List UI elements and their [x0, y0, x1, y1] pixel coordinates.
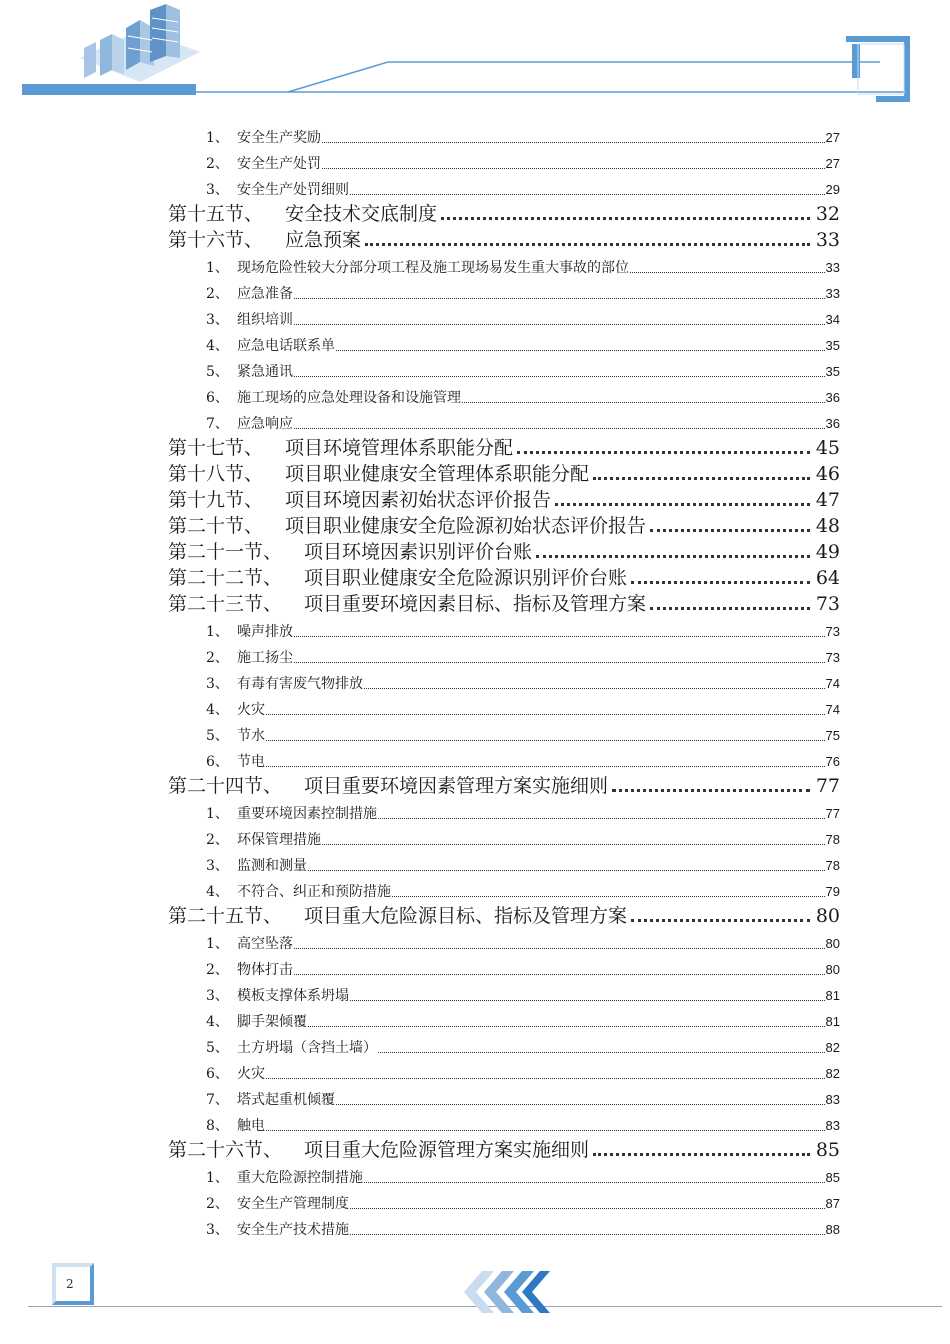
toc-dot-leader — [336, 350, 825, 351]
toc-item-number: 4、 — [206, 884, 229, 900]
toc-entry-title: 应急预案 — [285, 229, 362, 251]
toc-entry-title: 有毒有害废气物排放 — [237, 676, 363, 692]
chevron-left-icon — [462, 1271, 552, 1313]
toc-dot-leader — [294, 324, 825, 325]
toc-subentry[interactable] — [168, 642, 840, 668]
toc-subentry[interactable] — [168, 954, 840, 980]
toc-item-number: 7、 — [206, 416, 229, 432]
toc-subentry[interactable] — [168, 1058, 840, 1084]
toc-item-number: 1、 — [206, 624, 229, 640]
toc-entry-title: 火灾 — [237, 1066, 265, 1082]
toc-page-number: 33 — [825, 286, 840, 301]
toc-item-number: 1、 — [206, 806, 229, 822]
table-of-contents — [168, 122, 840, 1240]
toc-section-label: 第二十二节、 — [168, 567, 283, 589]
toc-page-number: 81 — [825, 1014, 840, 1029]
toc-item-number: 3、 — [206, 988, 229, 1004]
toc-entry-title: 应急准备 — [237, 286, 293, 302]
toc-dot-leader — [650, 529, 810, 532]
toc-section-entry[interactable] — [168, 512, 840, 538]
toc-subentry[interactable] — [168, 382, 840, 408]
toc-item-number: 2、 — [206, 832, 229, 848]
toc-page-number: 29 — [825, 182, 840, 197]
toc-page-number: 88 — [825, 1222, 840, 1237]
toc-dot-leader — [350, 1000, 825, 1001]
toc-subentry[interactable] — [168, 1006, 840, 1032]
toc-page-number: 85 — [825, 1170, 840, 1185]
toc-subentry[interactable] — [168, 1162, 840, 1188]
toc-dot-leader — [350, 1208, 825, 1209]
toc-subentry[interactable] — [168, 850, 840, 876]
toc-subentry[interactable] — [168, 174, 840, 200]
header-decoration — [0, 0, 950, 110]
toc-subentry[interactable] — [168, 1214, 840, 1240]
toc-section-label: 第十九节、 — [168, 489, 264, 511]
toc-item-number: 3、 — [206, 1222, 229, 1238]
toc-entry-title: 项目环境因素识别评价台账 — [304, 541, 533, 563]
toc-section-label: 第二十节、 — [168, 515, 264, 537]
toc-entry-title: 重要环境因素控制措施 — [237, 806, 377, 822]
toc-item-number: 1、 — [206, 936, 229, 952]
toc-entry-title: 项目职业健康安全危险源识别评价台账 — [304, 567, 628, 589]
page-number: 2 — [66, 1277, 74, 1291]
building-illustration — [80, 4, 200, 82]
toc-section-entry[interactable] — [168, 460, 840, 486]
toc-dot-leader — [322, 168, 825, 169]
toc-entry-title: 安全生产技术措施 — [237, 1222, 349, 1238]
toc-page-number: 78 — [825, 858, 840, 873]
toc-page-number: 34 — [825, 312, 840, 327]
toc-dot-leader — [593, 477, 810, 480]
toc-subentry[interactable] — [168, 798, 840, 824]
toc-page-number: 36 — [825, 416, 840, 431]
toc-dot-leader — [555, 503, 810, 506]
toc-page-number: 47 — [815, 489, 840, 511]
toc-item-number: 1、 — [206, 260, 229, 276]
toc-item-number: 4、 — [206, 338, 229, 354]
toc-page-number: 36 — [825, 390, 840, 405]
toc-subentry[interactable] — [168, 720, 840, 746]
toc-dot-leader — [266, 1078, 825, 1079]
toc-dot-leader — [294, 636, 825, 637]
toc-subentry[interactable] — [168, 928, 840, 954]
toc-section-entry[interactable] — [168, 902, 840, 928]
toc-subentry[interactable] — [168, 1032, 840, 1058]
toc-dot-leader — [631, 919, 810, 922]
toc-item-number: 3、 — [206, 858, 229, 874]
toc-subentry[interactable] — [168, 408, 840, 434]
toc-entry-title: 应急电话联系单 — [237, 338, 335, 354]
toc-section-entry[interactable] — [168, 226, 840, 252]
toc-entry-title: 项目重要环境因素目标、指标及管理方案 — [304, 593, 647, 615]
toc-subentry[interactable] — [168, 746, 840, 772]
toc-page-number: 83 — [825, 1092, 840, 1107]
toc-page-number: 73 — [825, 624, 840, 639]
toc-entry-title: 脚手架倾覆 — [237, 1014, 307, 1030]
toc-section-entry[interactable] — [168, 434, 840, 460]
toc-page-number: 33 — [825, 260, 840, 275]
toc-entry-title: 项目重大危险源目标、指标及管理方案 — [304, 905, 628, 927]
toc-subentry[interactable] — [168, 1188, 840, 1214]
toc-entry-title: 施工现场的应急处理设备和设施管理 — [237, 390, 461, 406]
page-header — [0, 0, 950, 110]
toc-subentry[interactable] — [168, 616, 840, 642]
toc-item-number: 4、 — [206, 1014, 229, 1030]
toc-entry-title: 环保管理措施 — [237, 832, 321, 848]
toc-page-number: 82 — [825, 1066, 840, 1081]
toc-entry-title: 节电 — [237, 754, 265, 770]
toc-subentry[interactable] — [168, 252, 840, 278]
toc-subentry[interactable] — [168, 356, 840, 382]
toc-page-number: 35 — [825, 364, 840, 379]
toc-entry-title: 火灾 — [237, 702, 265, 718]
toc-dot-leader — [350, 1234, 825, 1235]
toc-dot-leader — [266, 766, 825, 767]
toc-page-number: 77 — [825, 806, 840, 821]
toc-dot-leader — [308, 1026, 825, 1027]
toc-page-number: 82 — [825, 1040, 840, 1055]
toc-dot-leader — [294, 974, 825, 975]
toc-page-number: 73 — [815, 593, 840, 615]
toc-page-number: 74 — [825, 676, 840, 691]
toc-section-label: 第二十四节、 — [168, 775, 283, 797]
toc-dot-leader — [266, 714, 825, 715]
toc-item-number: 5、 — [206, 1040, 229, 1056]
toc-section-label: 第十五节、 — [168, 203, 264, 225]
toc-entry-title: 应急响应 — [237, 416, 293, 432]
toc-entry-title: 高空坠落 — [237, 936, 293, 952]
toc-entry-title: 项目环境管理体系职能分配 — [285, 437, 514, 459]
toc-section-label: 第二十一节、 — [168, 541, 283, 563]
toc-page-number: 85 — [815, 1139, 840, 1161]
toc-dot-leader — [294, 298, 825, 299]
toc-section-label: 第十六节、 — [168, 229, 264, 251]
toc-section-entry[interactable] — [168, 564, 840, 590]
toc-page-number: 27 — [825, 130, 840, 145]
toc-entry-title: 监测和测量 — [237, 858, 307, 874]
toc-section-label: 第二十六节、 — [168, 1139, 283, 1161]
toc-item-number: 8、 — [206, 1118, 229, 1134]
toc-entry-title: 不符合、纠正和预防措施 — [237, 884, 391, 900]
toc-item-number: 2、 — [206, 286, 229, 302]
toc-page-number: 79 — [825, 884, 840, 899]
toc-page-number: 81 — [825, 988, 840, 1003]
toc-item-number: 2、 — [206, 1196, 229, 1212]
toc-section-label: 第二十三节、 — [168, 593, 283, 615]
toc-page-number: 77 — [815, 775, 840, 797]
toc-subentry[interactable] — [168, 876, 840, 902]
toc-item-number: 1、 — [206, 1170, 229, 1186]
toc-subentry[interactable] — [168, 1084, 840, 1110]
toc-page-number: 75 — [825, 728, 840, 743]
toc-subentry[interactable] — [168, 694, 840, 720]
toc-entry-title: 安全生产管理制度 — [237, 1196, 349, 1212]
toc-entry-title: 安全生产奖励 — [237, 130, 321, 146]
page-footer — [0, 1255, 950, 1344]
toc-page-number: 74 — [825, 702, 840, 717]
toc-page-number: 33 — [815, 229, 840, 251]
toc-dot-leader — [266, 1130, 825, 1131]
toc-page-number: 83 — [825, 1118, 840, 1133]
toc-item-number: 6、 — [206, 1066, 229, 1082]
toc-dot-leader — [322, 142, 825, 143]
toc-dot-leader — [364, 688, 825, 689]
toc-dot-leader — [536, 555, 810, 558]
toc-item-number: 3、 — [206, 312, 229, 328]
toc-subentry[interactable] — [168, 980, 840, 1006]
toc-section-entry[interactable] — [168, 538, 840, 564]
toc-entry-title: 物体打击 — [237, 962, 293, 978]
toc-entry-title: 项目环境因素初始状态评价报告 — [285, 489, 552, 511]
toc-dot-leader — [378, 818, 825, 819]
toc-entry-title: 项目职业健康安全管理体系职能分配 — [285, 463, 590, 485]
toc-section-entry[interactable] — [168, 772, 840, 798]
toc-page-number: 80 — [825, 962, 840, 977]
toc-entry-title: 现场危险性较大分部分项工程及施工现场易发生重大事故的部位 — [237, 260, 629, 276]
toc-dot-leader — [294, 376, 825, 377]
toc-entry-title: 安全生产处罚细则 — [237, 182, 349, 198]
toc-dot-leader — [462, 402, 825, 403]
toc-subentry[interactable] — [168, 148, 840, 174]
toc-item-number: 6、 — [206, 390, 229, 406]
toc-entry-title: 土方坍塌（含挡土墙） — [237, 1040, 377, 1056]
toc-dot-leader — [294, 428, 825, 429]
toc-entry-title: 项目职业健康安全危险源初始状态评价报告 — [285, 515, 647, 537]
toc-subentry[interactable] — [168, 668, 840, 694]
toc-entry-title: 触电 — [237, 1118, 265, 1134]
toc-dot-leader — [631, 581, 810, 584]
toc-subentry[interactable] — [168, 1110, 840, 1136]
toc-item-number: 2、 — [206, 962, 229, 978]
toc-page-number: 48 — [815, 515, 840, 537]
toc-subentry[interactable] — [168, 824, 840, 850]
toc-section-label: 第二十五节、 — [168, 905, 283, 927]
toc-entry-title: 塔式起重机倾覆 — [237, 1092, 335, 1108]
toc-dot-leader — [378, 1052, 825, 1053]
toc-page-number: 45 — [815, 437, 840, 459]
toc-dot-leader — [630, 272, 825, 273]
toc-entry-title: 施工扬尘 — [237, 650, 293, 666]
toc-item-number: 2、 — [206, 156, 229, 172]
toc-page-number: 76 — [825, 754, 840, 769]
toc-page-number: 64 — [815, 567, 840, 589]
toc-page-number: 87 — [825, 1196, 840, 1211]
toc-item-number: 5、 — [206, 728, 229, 744]
toc-dot-leader — [294, 662, 825, 663]
toc-entry-title: 组织培训 — [237, 312, 293, 328]
toc-page-number: 32 — [815, 203, 840, 225]
toc-page-number: 80 — [825, 936, 840, 951]
toc-section-label: 第十八节、 — [168, 463, 264, 485]
toc-item-number: 4、 — [206, 702, 229, 718]
toc-item-number: 3、 — [206, 182, 229, 198]
toc-entry-title: 紧急通讯 — [237, 364, 293, 380]
toc-entry-title: 模板支撑体系坍塌 — [237, 988, 349, 1004]
toc-dot-leader — [517, 451, 810, 454]
toc-dot-leader — [308, 870, 825, 871]
toc-dot-leader — [650, 607, 810, 610]
toc-subentry[interactable] — [168, 122, 840, 148]
toc-dot-leader — [364, 1182, 825, 1183]
toc-section-entry[interactable] — [168, 590, 840, 616]
toc-entry-title: 噪声排放 — [237, 624, 293, 640]
toc-subentry[interactable] — [168, 304, 840, 330]
toc-dot-leader — [266, 740, 825, 741]
toc-dot-leader — [350, 194, 825, 195]
toc-section-entry[interactable] — [168, 200, 840, 226]
toc-entry-title: 安全技术交底制度 — [285, 203, 438, 225]
toc-entry-title: 项目重要环境因素管理方案实施细则 — [304, 775, 609, 797]
toc-subentry[interactable] — [168, 278, 840, 304]
toc-dot-leader — [365, 243, 810, 246]
toc-page-number: 49 — [815, 541, 840, 563]
toc-item-number: 3、 — [206, 676, 229, 692]
toc-item-number: 5、 — [206, 364, 229, 380]
toc-entry-title: 节水 — [237, 728, 265, 744]
toc-section-label: 第十七节、 — [168, 437, 264, 459]
toc-dot-leader — [294, 948, 825, 949]
toc-dot-leader — [441, 217, 810, 220]
toc-item-number: 1、 — [206, 130, 229, 146]
toc-item-number: 2、 — [206, 650, 229, 666]
toc-page-number: 27 — [825, 156, 840, 171]
toc-section-entry[interactable] — [168, 1136, 840, 1162]
toc-page-number: 73 — [825, 650, 840, 665]
toc-page-number: 78 — [825, 832, 840, 847]
toc-page-number: 35 — [825, 338, 840, 353]
toc-page-number: 46 — [815, 463, 840, 485]
toc-dot-leader — [612, 789, 810, 792]
toc-subentry[interactable] — [168, 330, 840, 356]
toc-item-number: 6、 — [206, 754, 229, 770]
toc-dot-leader — [392, 896, 825, 897]
toc-entry-title: 安全生产处罚 — [237, 156, 321, 172]
toc-entry-title: 重大危险源控制措施 — [237, 1170, 363, 1186]
toc-dot-leader — [322, 844, 825, 845]
toc-dot-leader — [593, 1153, 810, 1156]
toc-dot-leader — [336, 1104, 825, 1105]
toc-item-number: 7、 — [206, 1092, 229, 1108]
toc-entry-title: 项目重大危险源管理方案实施细则 — [304, 1139, 590, 1161]
page-number-box — [52, 1263, 94, 1305]
toc-page-number: 80 — [815, 905, 840, 927]
toc-section-entry[interactable] — [168, 486, 840, 512]
